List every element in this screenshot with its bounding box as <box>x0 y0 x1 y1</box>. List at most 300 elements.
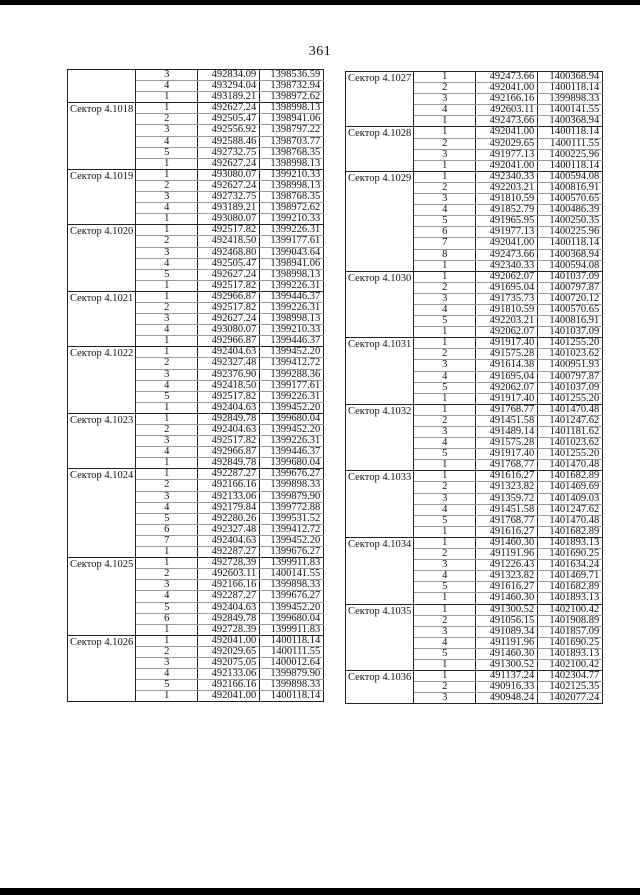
x-coordinate: 491460.30 <box>476 593 538 604</box>
point-number: 3 <box>414 693 476 704</box>
y-coordinate: 1400118.14 <box>260 635 324 646</box>
x-coordinate: 491768.77 <box>476 460 538 471</box>
point-number: 1 <box>414 593 476 604</box>
x-coordinate: 491810.59 <box>476 194 538 205</box>
right-table-body <box>346 72 603 704</box>
sector-label: Сектор 4.1026 <box>68 635 136 702</box>
y-coordinate: 1399446.37 <box>260 447 324 458</box>
point-number: 1 <box>136 402 198 413</box>
y-coordinate: 1401682.89 <box>538 526 603 537</box>
point-number: 1 <box>136 413 198 424</box>
point-number: 1 <box>136 103 198 114</box>
y-coordinate: 1401469.69 <box>538 482 603 493</box>
y-coordinate: 1400225.96 <box>538 149 603 160</box>
sector-label: Сектор 4.1033 <box>346 471 414 538</box>
point-number: 1 <box>414 72 476 83</box>
x-coordinate: 490916.33 <box>476 682 538 693</box>
x-coordinate: 492849.78 <box>198 458 260 469</box>
sector-label: Сектор 4.1028 <box>346 127 414 171</box>
x-coordinate: 491460.30 <box>476 537 538 548</box>
x-coordinate: 491810.59 <box>476 304 538 315</box>
table-row <box>346 404 603 415</box>
x-coordinate: 492849.78 <box>198 613 260 624</box>
x-coordinate: 492166.16 <box>198 680 260 691</box>
x-coordinate: 491917.40 <box>476 338 538 349</box>
point-number: 3 <box>414 194 476 205</box>
y-coordinate: 1399452.20 <box>260 347 324 358</box>
y-coordinate: 1399210.33 <box>260 214 324 225</box>
y-coordinate: 1401469.71 <box>538 571 603 582</box>
point-number: 3 <box>136 580 198 591</box>
point-number: 4 <box>414 637 476 648</box>
point-number: 4 <box>136 325 198 336</box>
point-number: 5 <box>414 382 476 393</box>
point-number: 1 <box>136 291 198 302</box>
point-number: 3 <box>136 192 198 203</box>
table-row <box>68 558 324 569</box>
point-number: 2 <box>136 569 198 580</box>
x-coordinate: 491137.24 <box>476 671 538 682</box>
y-coordinate: 1400816.91 <box>538 182 603 193</box>
y-coordinate: 1399288.36 <box>260 369 324 380</box>
point-number: 1 <box>414 604 476 615</box>
point-number: 1 <box>136 158 198 169</box>
y-coordinate: 1401682.89 <box>538 582 603 593</box>
x-coordinate: 492627.24 <box>198 103 260 114</box>
point-number: 3 <box>136 436 198 447</box>
y-coordinate: 1401255.20 <box>538 338 603 349</box>
sector-label: Сектор 4.1036 <box>346 671 414 704</box>
x-coordinate: 491852.79 <box>476 205 538 216</box>
point-number: 1 <box>414 460 476 471</box>
x-coordinate: 491300.52 <box>476 604 538 615</box>
x-coordinate: 493189.21 <box>198 203 260 214</box>
point-number: 1 <box>414 671 476 682</box>
y-coordinate: 1399446.37 <box>260 336 324 347</box>
x-coordinate: 492041.00 <box>476 127 538 138</box>
y-coordinate: 1399879.90 <box>260 669 324 680</box>
x-coordinate: 491977.13 <box>476 149 538 160</box>
point-number: 1 <box>414 271 476 282</box>
y-coordinate: 1400012.64 <box>260 657 324 668</box>
sector-label: Сектор 4.1032 <box>346 404 414 471</box>
y-coordinate: 1402077.24 <box>538 693 603 704</box>
y-coordinate: 1402304.77 <box>538 671 603 682</box>
point-number: 5 <box>136 147 198 158</box>
y-coordinate: 1400141.55 <box>260 569 324 580</box>
point-number: 4 <box>414 304 476 315</box>
x-coordinate: 493080.07 <box>198 325 260 336</box>
x-coordinate: 491451.58 <box>476 504 538 515</box>
y-coordinate: 1401247.62 <box>538 415 603 426</box>
point-number: 3 <box>136 369 198 380</box>
x-coordinate: 492732.75 <box>198 192 260 203</box>
y-coordinate: 1401690.25 <box>538 549 603 560</box>
x-coordinate: 492468.80 <box>198 247 260 258</box>
x-coordinate: 492404.63 <box>198 535 260 546</box>
point-number: 4 <box>414 504 476 515</box>
x-coordinate: 492327.48 <box>198 358 260 369</box>
point-number: 5 <box>136 602 198 613</box>
point-number: 1 <box>136 691 198 702</box>
x-coordinate: 492603.11 <box>198 569 260 580</box>
point-number: 4 <box>414 371 476 382</box>
x-coordinate: 492280.26 <box>198 513 260 524</box>
table-row <box>346 604 603 615</box>
x-coordinate: 492588.46 <box>198 136 260 147</box>
point-number: 3 <box>414 94 476 105</box>
x-coordinate: 492517.82 <box>198 225 260 236</box>
y-coordinate: 1400951.93 <box>538 360 603 371</box>
table-row <box>346 537 603 548</box>
point-number: 2 <box>414 83 476 94</box>
point-number: 5 <box>136 391 198 402</box>
x-coordinate: 492203.21 <box>476 316 538 327</box>
point-number: 2 <box>414 682 476 693</box>
x-coordinate: 492029.65 <box>198 646 260 657</box>
table-row <box>346 171 603 182</box>
x-coordinate: 491614.38 <box>476 360 538 371</box>
point-number: 1 <box>414 471 476 482</box>
point-number: 4 <box>414 105 476 116</box>
point-number: 3 <box>414 149 476 160</box>
x-coordinate: 492732.75 <box>198 147 260 158</box>
x-coordinate: 492166.16 <box>476 94 538 105</box>
point-number: 1 <box>414 160 476 171</box>
table-row <box>68 347 324 358</box>
table-row <box>68 469 324 480</box>
y-coordinate: 1398941.06 <box>260 258 324 269</box>
point-number: 2 <box>414 415 476 426</box>
x-coordinate: 492627.24 <box>198 314 260 325</box>
x-coordinate: 492133.06 <box>198 669 260 680</box>
y-coordinate: 1400720.12 <box>538 293 603 304</box>
x-coordinate: 492517.82 <box>198 391 260 402</box>
point-number: 1 <box>414 260 476 271</box>
x-coordinate: 492849.78 <box>198 413 260 424</box>
point-number: 4 <box>136 502 198 513</box>
x-coordinate: 491616.27 <box>476 471 538 482</box>
point-number: 1 <box>136 469 198 480</box>
x-coordinate: 492041.00 <box>198 635 260 646</box>
y-coordinate: 1401037.09 <box>538 327 603 338</box>
point-number: 4 <box>136 447 198 458</box>
y-coordinate: 1400225.96 <box>538 227 603 238</box>
y-coordinate: 1400141.55 <box>538 105 603 116</box>
table-row <box>68 413 324 424</box>
sector-label: Сектор 4.1023 <box>68 413 136 468</box>
point-number: 5 <box>414 582 476 593</box>
left-table-body <box>68 70 324 702</box>
point-number: 3 <box>136 247 198 258</box>
table-row <box>68 70 324 81</box>
table-row <box>68 169 324 180</box>
x-coordinate: 493080.07 <box>198 169 260 180</box>
x-coordinate: 492376.90 <box>198 369 260 380</box>
y-coordinate: 1399177.61 <box>260 236 324 247</box>
x-coordinate: 492966.87 <box>198 291 260 302</box>
y-coordinate: 1401247.62 <box>538 504 603 515</box>
point-number: 2 <box>136 236 198 247</box>
table-row <box>68 225 324 236</box>
point-number: 3 <box>136 657 198 668</box>
y-coordinate: 1399412.72 <box>260 358 324 369</box>
point-number: 1 <box>136 458 198 469</box>
point-number: 1 <box>414 327 476 338</box>
table-row <box>346 671 603 682</box>
point-number: 1 <box>414 171 476 182</box>
x-coordinate: 492517.82 <box>198 436 260 447</box>
x-coordinate: 492179.84 <box>198 502 260 513</box>
x-coordinate: 492327.48 <box>198 524 260 535</box>
x-coordinate: 492473.66 <box>476 249 538 260</box>
y-coordinate: 1401037.09 <box>538 271 603 282</box>
sector-label: Сектор 4.1029 <box>346 171 414 271</box>
y-coordinate: 1401409.03 <box>538 493 603 504</box>
y-coordinate: 1399911.83 <box>260 558 324 569</box>
point-number: 1 <box>136 547 198 558</box>
point-number: 1 <box>414 659 476 670</box>
x-coordinate: 492728.39 <box>198 624 260 635</box>
x-coordinate: 492966.87 <box>198 336 260 347</box>
y-coordinate: 1402125.35 <box>538 682 603 693</box>
y-coordinate: 1398998.13 <box>260 103 324 114</box>
x-coordinate: 491056.15 <box>476 615 538 626</box>
point-number: 2 <box>136 180 198 191</box>
y-coordinate: 1400118.14 <box>538 127 603 138</box>
y-coordinate: 1398972.62 <box>260 203 324 214</box>
point-number: 2 <box>414 482 476 493</box>
x-coordinate: 492041.00 <box>198 691 260 702</box>
page-number: 361 <box>308 44 332 59</box>
y-coordinate: 1398732.94 <box>260 81 324 92</box>
x-coordinate: 491965.95 <box>476 216 538 227</box>
x-coordinate: 492029.65 <box>476 138 538 149</box>
x-coordinate: 493189.21 <box>198 92 260 103</box>
y-coordinate: 1398998.13 <box>260 158 324 169</box>
x-coordinate: 491977.13 <box>476 227 538 238</box>
y-coordinate: 1399680.04 <box>260 613 324 624</box>
x-coordinate: 493294.04 <box>198 81 260 92</box>
y-coordinate: 1401893.13 <box>538 537 603 548</box>
point-number: 7 <box>136 535 198 546</box>
sector-label: Сектор 4.1034 <box>346 537 414 604</box>
x-coordinate: 491451.58 <box>476 415 538 426</box>
y-coordinate: 1399226.31 <box>260 225 324 236</box>
y-coordinate: 1399043.64 <box>260 247 324 258</box>
sector-label: Сектор 4.1022 <box>68 347 136 414</box>
point-number: 1 <box>136 624 198 635</box>
sector-label: Сектор 4.1031 <box>346 338 414 405</box>
coordinates-table-right <box>345 71 603 704</box>
point-number: 1 <box>414 404 476 415</box>
x-coordinate: 492062.07 <box>476 382 538 393</box>
y-coordinate: 1399676.27 <box>260 591 324 602</box>
point-number: 5 <box>414 515 476 526</box>
x-coordinate: 491191.96 <box>476 637 538 648</box>
table-row <box>68 291 324 302</box>
y-coordinate: 1398998.13 <box>260 180 324 191</box>
y-coordinate: 1399226.31 <box>260 391 324 402</box>
point-number: 5 <box>136 269 198 280</box>
point-number: 1 <box>136 336 198 347</box>
x-coordinate: 492062.07 <box>476 271 538 282</box>
point-number: 6 <box>136 524 198 535</box>
point-number: 4 <box>136 669 198 680</box>
x-coordinate: 492966.87 <box>198 447 260 458</box>
x-coordinate: 492603.11 <box>476 105 538 116</box>
point-number: 2 <box>136 480 198 491</box>
x-coordinate: 492075.05 <box>198 657 260 668</box>
point-number: 4 <box>136 203 198 214</box>
sector-label <box>68 70 136 103</box>
x-coordinate: 492834.09 <box>198 70 260 81</box>
point-number: 3 <box>414 626 476 637</box>
point-number: 1 <box>136 558 198 569</box>
point-number: 2 <box>136 358 198 369</box>
sector-label: Сектор 4.1021 <box>68 291 136 346</box>
y-coordinate: 1398998.13 <box>260 269 324 280</box>
table-row <box>346 127 603 138</box>
point-number: 4 <box>414 438 476 449</box>
x-coordinate: 492340.33 <box>476 260 538 271</box>
point-number: 2 <box>136 646 198 657</box>
scan-border-bottom <box>0 888 640 895</box>
point-number: 3 <box>136 491 198 502</box>
point-number: 2 <box>414 138 476 149</box>
y-coordinate: 1399226.31 <box>260 280 324 291</box>
coordinates-table-left <box>67 69 324 702</box>
point-number: 1 <box>414 116 476 127</box>
y-coordinate: 1401037.09 <box>538 382 603 393</box>
x-coordinate: 492287.27 <box>198 591 260 602</box>
y-coordinate: 1399452.20 <box>260 402 324 413</box>
sector-label: Сектор 4.1030 <box>346 271 414 338</box>
x-coordinate: 492404.63 <box>198 402 260 413</box>
y-coordinate: 1400486.39 <box>538 205 603 216</box>
y-coordinate: 1399210.33 <box>260 325 324 336</box>
y-coordinate: 1400816.91 <box>538 316 603 327</box>
point-number: 5 <box>414 216 476 227</box>
x-coordinate: 492287.27 <box>198 547 260 558</box>
x-coordinate: 492505.47 <box>198 114 260 125</box>
point-number: 2 <box>136 425 198 436</box>
point-number: 4 <box>136 81 198 92</box>
y-coordinate: 1400118.14 <box>538 238 603 249</box>
x-coordinate: 492340.33 <box>476 171 538 182</box>
y-coordinate: 1398768.35 <box>260 192 324 203</box>
y-coordinate: 1398703.77 <box>260 136 324 147</box>
y-coordinate: 1399446.37 <box>260 291 324 302</box>
point-number: 4 <box>136 591 198 602</box>
y-coordinate: 1399898.33 <box>260 680 324 691</box>
x-coordinate: 492041.00 <box>476 83 538 94</box>
y-coordinate: 1398768.35 <box>260 147 324 158</box>
x-coordinate: 492133.06 <box>198 491 260 502</box>
point-number: 1 <box>414 537 476 548</box>
point-number: 2 <box>136 302 198 313</box>
sector-label: Сектор 4.1025 <box>68 558 136 636</box>
x-coordinate: 491768.77 <box>476 404 538 415</box>
point-number: 2 <box>414 615 476 626</box>
point-number: 5 <box>136 513 198 524</box>
y-coordinate: 1401470.48 <box>538 460 603 471</box>
x-coordinate: 491489.14 <box>476 427 538 438</box>
y-coordinate: 1401181.62 <box>538 427 603 438</box>
y-coordinate: 1400118.14 <box>260 691 324 702</box>
sector-label: Сектор 4.1027 <box>346 72 414 127</box>
x-coordinate: 492627.24 <box>198 269 260 280</box>
x-coordinate: 492062.07 <box>476 327 538 338</box>
point-number: 1 <box>136 347 198 358</box>
point-number: 3 <box>414 293 476 304</box>
y-coordinate: 1401857.09 <box>538 626 603 637</box>
x-coordinate: 492404.63 <box>198 602 260 613</box>
y-coordinate: 1398998.13 <box>260 314 324 325</box>
table-row <box>68 103 324 114</box>
point-number: 3 <box>136 314 198 325</box>
y-coordinate: 1401634.24 <box>538 560 603 571</box>
x-coordinate: 492166.16 <box>198 580 260 591</box>
x-coordinate: 491917.40 <box>476 449 538 460</box>
point-number: 6 <box>414 227 476 238</box>
y-coordinate: 1398797.22 <box>260 125 324 136</box>
x-coordinate: 492517.82 <box>198 280 260 291</box>
y-coordinate: 1400368.94 <box>538 249 603 260</box>
point-number: 1 <box>414 338 476 349</box>
y-coordinate: 1399676.27 <box>260 469 324 480</box>
x-coordinate: 492473.66 <box>476 116 538 127</box>
y-coordinate: 1399680.04 <box>260 413 324 424</box>
y-coordinate: 1401893.13 <box>538 648 603 659</box>
y-coordinate: 1401682.89 <box>538 471 603 482</box>
x-coordinate: 492627.24 <box>198 158 260 169</box>
x-coordinate: 491226.43 <box>476 560 538 571</box>
point-number: 2 <box>414 182 476 193</box>
table-row <box>346 271 603 282</box>
y-coordinate: 1399680.04 <box>260 458 324 469</box>
x-coordinate: 492418.50 <box>198 236 260 247</box>
sector-label: Сектор 4.1020 <box>68 225 136 292</box>
point-number: 3 <box>414 493 476 504</box>
y-coordinate: 1399898.33 <box>538 94 603 105</box>
y-coordinate: 1399452.20 <box>260 535 324 546</box>
point-number: 5 <box>136 680 198 691</box>
y-coordinate: 1400368.94 <box>538 116 603 127</box>
x-coordinate: 492166.16 <box>198 480 260 491</box>
table-row <box>68 635 324 646</box>
point-number: 4 <box>136 258 198 269</box>
y-coordinate: 1400111.55 <box>260 646 324 657</box>
x-coordinate: 492041.00 <box>476 238 538 249</box>
y-coordinate: 1399879.90 <box>260 491 324 502</box>
point-number: 1 <box>136 225 198 236</box>
x-coordinate: 491323.82 <box>476 571 538 582</box>
y-coordinate: 1401470.48 <box>538 515 603 526</box>
y-coordinate: 1400118.14 <box>538 83 603 94</box>
point-number: 2 <box>414 349 476 360</box>
x-coordinate: 491191.96 <box>476 549 538 560</box>
point-number: 1 <box>136 169 198 180</box>
point-number: 8 <box>414 249 476 260</box>
x-coordinate: 491359.72 <box>476 493 538 504</box>
x-coordinate: 492473.66 <box>476 72 538 83</box>
sector-label: Сектор 4.1019 <box>68 169 136 224</box>
y-coordinate: 1399911.83 <box>260 624 324 635</box>
point-number: 3 <box>414 360 476 371</box>
sector-label: Сектор 4.1018 <box>68 103 136 170</box>
y-coordinate: 1402100.42 <box>538 659 603 670</box>
